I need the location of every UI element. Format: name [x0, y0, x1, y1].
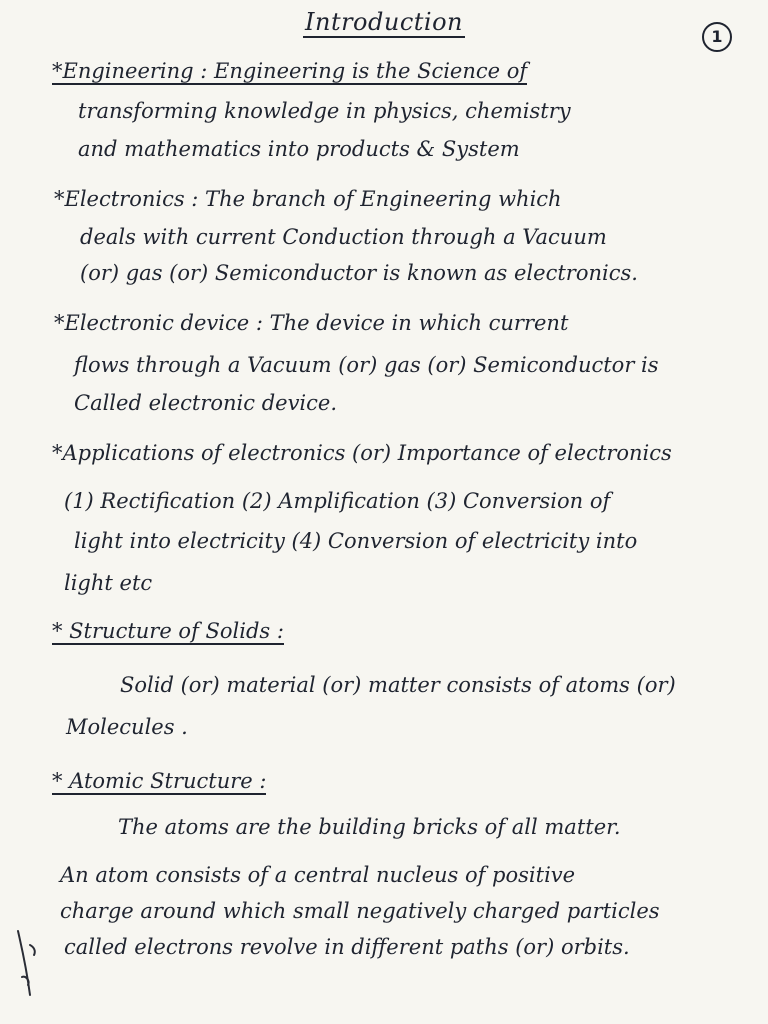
electronic-device-line-2: flows through a Vacuum (or) gas (or) Semiconductor is — [74, 353, 659, 377]
atomic-structure-line-1: The atoms are the building bricks of all matter. — [118, 815, 621, 839]
applications-line-4: light etc — [64, 571, 153, 595]
electronics-line-3: (or) gas (or) Semiconductor is known as electronics. — [80, 261, 638, 285]
margin-scribble-icon — [12, 925, 52, 1005]
electronic-device-line-3: Called electronic device. — [74, 391, 338, 415]
structure-of-solids-line-2: Molecules . — [66, 715, 188, 739]
engineering-line-3: and mathematics into products & System — [78, 137, 520, 161]
applications-line-1: *Applications of electronics (or) Importance of electronics — [52, 441, 672, 465]
page-number-text: 1 — [711, 27, 723, 46]
page-title — [0, 8, 768, 36]
engineering-line-2: transforming knowledge in physics, chemistry — [78, 99, 571, 123]
atomic-structure-line-2: An atom consists of a central nucleus of positive — [60, 863, 576, 887]
title-text: Introduction — [305, 8, 463, 36]
applications-line-3: light into electricity (4) Conversion of electricity into — [74, 529, 638, 553]
electronics-line-1: *Electronics : The branch of Engineering which — [54, 187, 562, 211]
structure-of-solids-line-1: Solid (or) material (or) matter consists of atoms (or) — [120, 673, 676, 697]
atomic-structure-line-3: charge around which small negatively charged particles — [60, 899, 660, 923]
engineering-line-1: *Engineering : Engineering is the Science of — [52, 59, 528, 83]
electronics-line-2: deals with current Conduction through a Vacuum — [80, 225, 607, 249]
atomic-structure-heading: * Atomic Structure : — [52, 769, 267, 793]
atomic-structure-line-4: called electrons revolve in different paths (or) orbits. — [64, 935, 630, 959]
structure-of-solids-heading: * Structure of Solids : — [52, 619, 284, 643]
page-number-badge — [702, 22, 732, 52]
applications-line-2: (1) Rectification (2) Amplification (3) Conversion of — [64, 489, 611, 513]
electronic-device-line-1: *Electronic device : The device in which current — [54, 311, 569, 335]
